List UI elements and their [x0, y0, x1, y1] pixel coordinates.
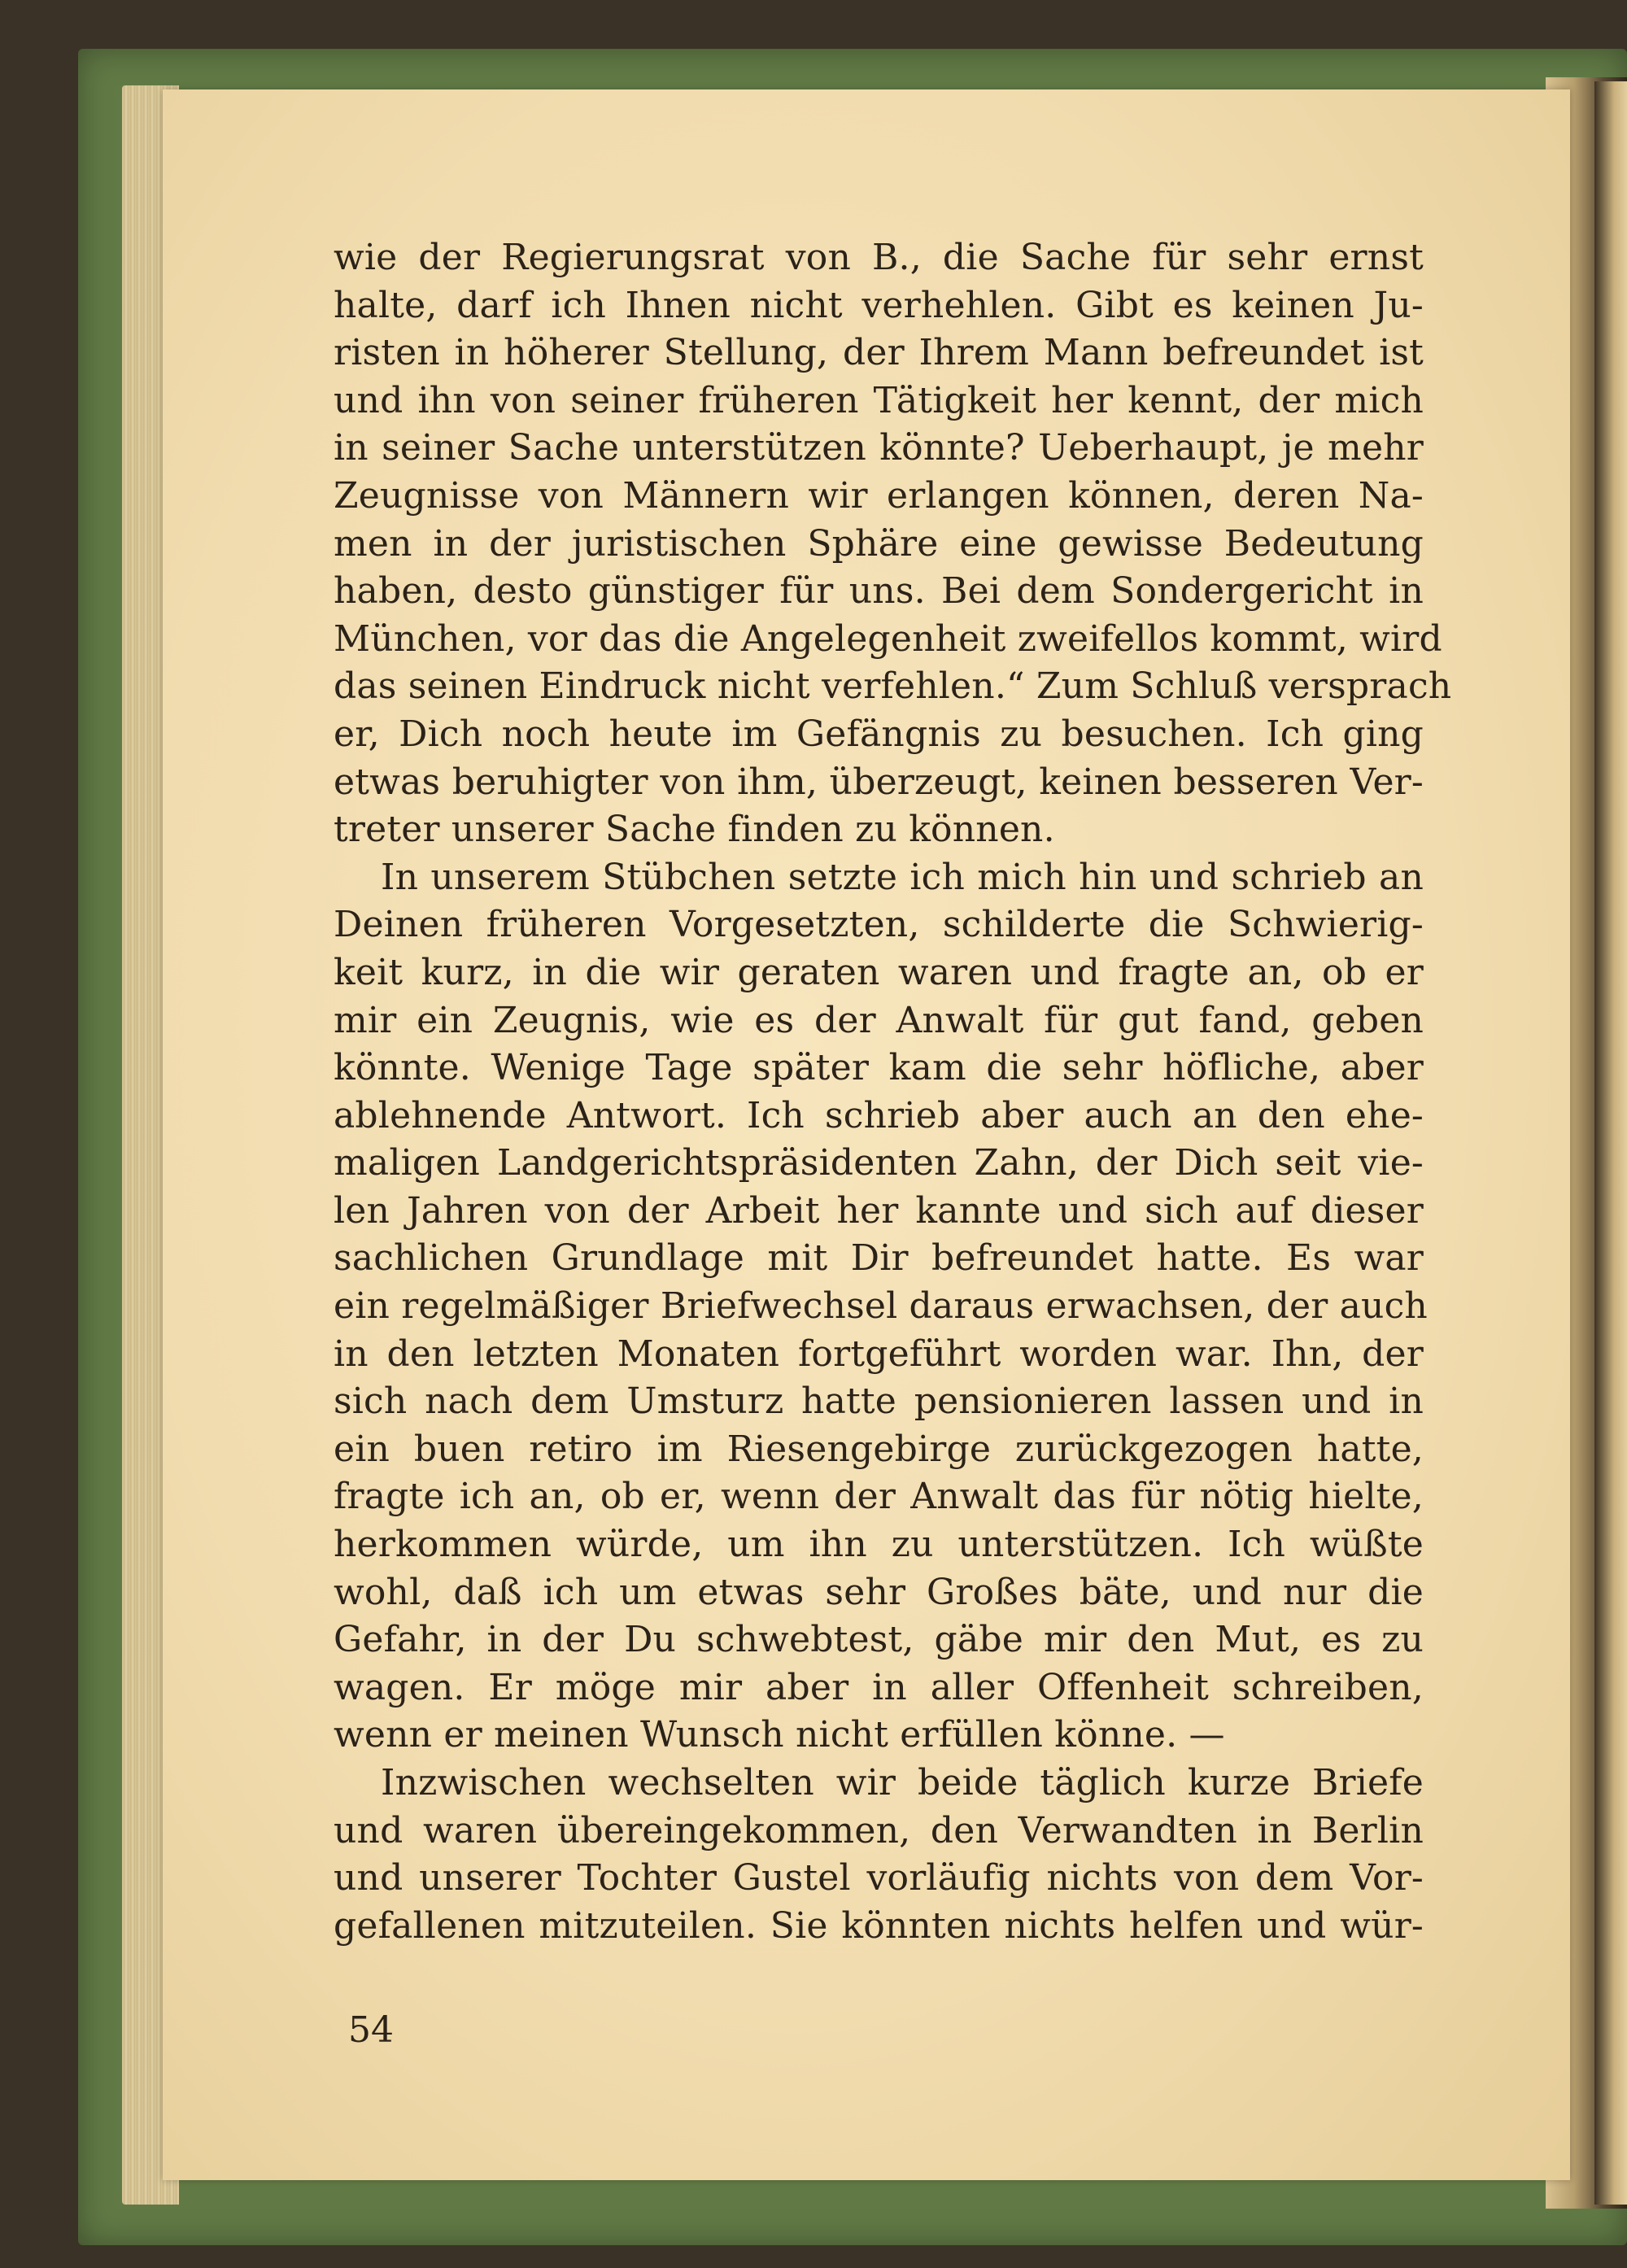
- text-line: ein buen retiro im Riesengebirge zurückgezogen hatte,: [334, 1428, 1424, 1470]
- text-line: wagen. Er möge mir aber in aller Offenheit schreiben,: [334, 1666, 1424, 1708]
- text-line: gefallenen mitzuteilen. Sie könnten nichts helfen und wür-: [334, 1904, 1424, 1947]
- text-line: und waren übereingekommen, den Verwandten in Berlin: [334, 1809, 1424, 1851]
- facing-page-edge: [1594, 81, 1627, 2205]
- text-line: Gefahr, in der Du schwebtest, gäbe mir den Mut, es zu: [334, 1619, 1424, 1661]
- page-text: [334, 234, 1452, 1950]
- text-line: mir ein Zeugnis, wie es der Anwalt für gut fand, geben: [334, 999, 1424, 1041]
- text-line: In unserem Stübchen setzte ich mich hin und schrieb an: [381, 856, 1424, 898]
- text-line: wenn er meinen Wunsch nicht erfüllen könne. —: [334, 1714, 1225, 1756]
- text-line: München, vor das die Angelegenheit zweifellos kommt, wird: [334, 617, 1442, 660]
- text-line: Deinen früheren Vorgesetzten, schilderte die Schwierig-: [334, 904, 1424, 946]
- text-line: sich nach dem Umsturz hatte pensionieren lassen und in: [334, 1380, 1424, 1423]
- text-line: ein regelmäßiger Briefwechsel daraus erwachsen, der auch: [334, 1285, 1428, 1328]
- text-line: ablehnende Antwort. Ich schrieb aber auch an den ehe-: [334, 1094, 1424, 1136]
- paragraph-2: [334, 854, 1428, 1760]
- text-line: sachlichen Grundlage mit Dir befreundet hatte. Es war: [334, 1237, 1424, 1280]
- text-line: wie der Regierungsrat von B., die Sache für sehr ernst: [334, 237, 1424, 278]
- page-number: 54: [348, 2009, 394, 2051]
- text-line: fragte ich an, ob er, wenn der Anwalt das für nötig hielte,: [334, 1476, 1424, 1518]
- text-line: in seiner Sache unterstützen könnte? Ueberhaupt, je mehr: [334, 427, 1424, 469]
- text-line: herkommen würde, um ihn zu unterstützen. Ich wüßte: [334, 1524, 1424, 1566]
- text-line: risten in höherer Stellung, der Ihrem Mann befreundet ist: [334, 332, 1424, 374]
- text-line: etwas beruhigter von ihm, überzeugt, keinen besseren Ver-: [334, 761, 1424, 803]
- text-line: len Jahren von der Arbeit her kannte und sich auf dieser: [334, 1189, 1424, 1232]
- text-line: und ihn von seiner früheren Tätigkeit her kennt, der mich: [334, 379, 1424, 421]
- paragraph-1: [334, 234, 1452, 854]
- text-line: keit kurz, in die wir geraten waren und fragte an, ob er: [334, 951, 1424, 993]
- text-line: das seinen Eindruck nicht verfehlen.“ Zum Schluß versprach: [334, 665, 1452, 708]
- text-line: maligen Landgerichtspräsidenten Zahn, der Dich seit vie-: [334, 1142, 1424, 1184]
- text-line: haben, desto günstiger für uns. Bei dem Sondergericht in: [334, 570, 1424, 613]
- text-line: men in der juristischen Sphäre eine gewisse Bedeutung: [334, 522, 1424, 565]
- text-line: könnte. Wenige Tage später kam die sehr höfliche, aber: [334, 1047, 1424, 1089]
- text-line: er, Dich noch heute im Gefängnis zu besuchen. Ich ging: [334, 713, 1424, 755]
- paragraph-3: [334, 1760, 1424, 1950]
- text-line: wohl, daß ich um etwas sehr Großes bäte, und nur die: [334, 1571, 1424, 1613]
- text-line: Zeugnisse von Männern wir erlangen können, deren Na-: [334, 474, 1424, 517]
- text-line: und unserer Tochter Gustel vorläufig nichts von dem Vor-: [334, 1857, 1424, 1899]
- text-line: Inzwischen wechselten wir beide täglich kurze Briefe: [381, 1762, 1424, 1803]
- text-line: halte, darf ich Ihnen nicht verhehlen. Gibt es keinen Ju-: [334, 284, 1424, 326]
- text-line: treter unserer Sache finden zu können.: [334, 809, 1055, 851]
- text-line: in den letzten Monaten fortgeführt worden war. Ihn, der: [334, 1332, 1424, 1375]
